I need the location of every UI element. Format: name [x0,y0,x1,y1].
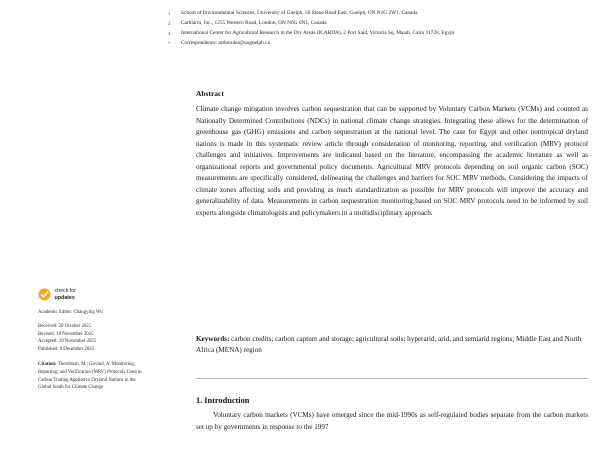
citation-block [38,361,146,392]
correspondence-item [168,40,588,48]
affiliation-text: Carblarm, Inc., 1255 Western Road, London, ON N6G 0N1, Canada [181,19,327,26]
date-revised: Revised: 10 November 2025 [38,331,94,337]
affiliation-item [168,10,588,18]
badge-label [55,288,77,300]
affiliation-item [168,20,588,28]
date-received: Received: 20 October 2025 [38,324,92,329]
affiliation-text: International Center for Agricultural Research in the Dry Areas (ICARDA), 2 Port Said, Victoria Sq, Maadi, Cairo 11728, Egypt [181,29,455,36]
section-divider [196,378,588,379]
affiliation-item [168,30,588,38]
affiliation-marker: 1 [168,11,171,16]
citation-label: Citation: [38,362,57,368]
correspondence-marker: * [168,40,171,46]
correspondence-email[interactable]: Correspondence: mthornbu@uoguelph.ca [181,39,270,46]
citation-text: Thornbush, M.; Govind, A. Monitoring, Reporting, and Verification (MRV) Protocols Used in Carbon Trading Applied to Dryland Nations in the Global South for Climate Change [38,362,142,391]
check-for-updates-badge[interactable] [38,288,146,301]
introduction-body [196,410,588,433]
abstract-heading: Abstract [196,89,224,98]
affiliation-text: School of Environmental Sciences, University of Guelph, 50 Stone Road East, Guelph, ON N1G 2W1, Canada [181,10,418,16]
check-circle-icon [38,288,51,301]
sidebar-metadata [38,288,146,392]
keywords-block [196,334,588,357]
academic-editor: Academic Editor: Changying Wu [38,310,103,315]
affiliation-marker: 2 [168,20,171,26]
affiliations-list [168,10,588,50]
publication-dates [38,323,146,353]
introduction-text: Voluntary carbon markets (VCMs) have emerged since the mid-1990s as self-regulated bodies separate from the carbon markets set up by governments in response to the 1997 [196,411,588,431]
introduction-heading: 1. Introduction [196,396,250,405]
date-accepted: Accepted: 19 November 2025 [38,339,97,345]
date-published: Published: 9 December 2025 [38,346,95,352]
badge-line-1: check for [54,288,76,295]
affiliation-marker: 3 [168,30,171,36]
keywords-label: Keywords: [196,335,230,343]
badge-line-2: updates [54,294,75,301]
keywords-text: carbon credits; carbon capture and storage; agricultural soils; hyperarid, arid, and semiarid regions; Middle East and North Africa (MENA) region [196,335,582,355]
abstract-body: Climate change mitigation involves carbon sequestration that can be supported by Voluntary Carbon Markets (VCMs) and counted as Nationally Determined Contributions (NDCs) in national climate change strategies. Integrating these allows for the determination of greenhouse gas (GHG) emissions and carbon sequestration at the national level. The case for Egypt and other nontropical dryland nations is made in this systematic review article through consideration of monitoring, reporting, and verification (MRV) protocol challenges and initiatives. Improvements are indicated based on the literature, encompassing the academic literature as well as organizational reports and governmental policy documents. Agricultural MRV protocols depending on soil organic carbon (SOC) measurements are specifically considered, delineating the challenges and barriers for SOC MRV methods. Considering the impacts of climate zones affecting soils and providing as much standardization as possible for MRV protocols will improve the accuracy and generalizability of data. Measurements in carbon sequestration monitoring based on SOC MRV protocols need to be informed by soil experts alongside climatologists and policymakers in a multidisciplinary approach. [196,105,588,217]
